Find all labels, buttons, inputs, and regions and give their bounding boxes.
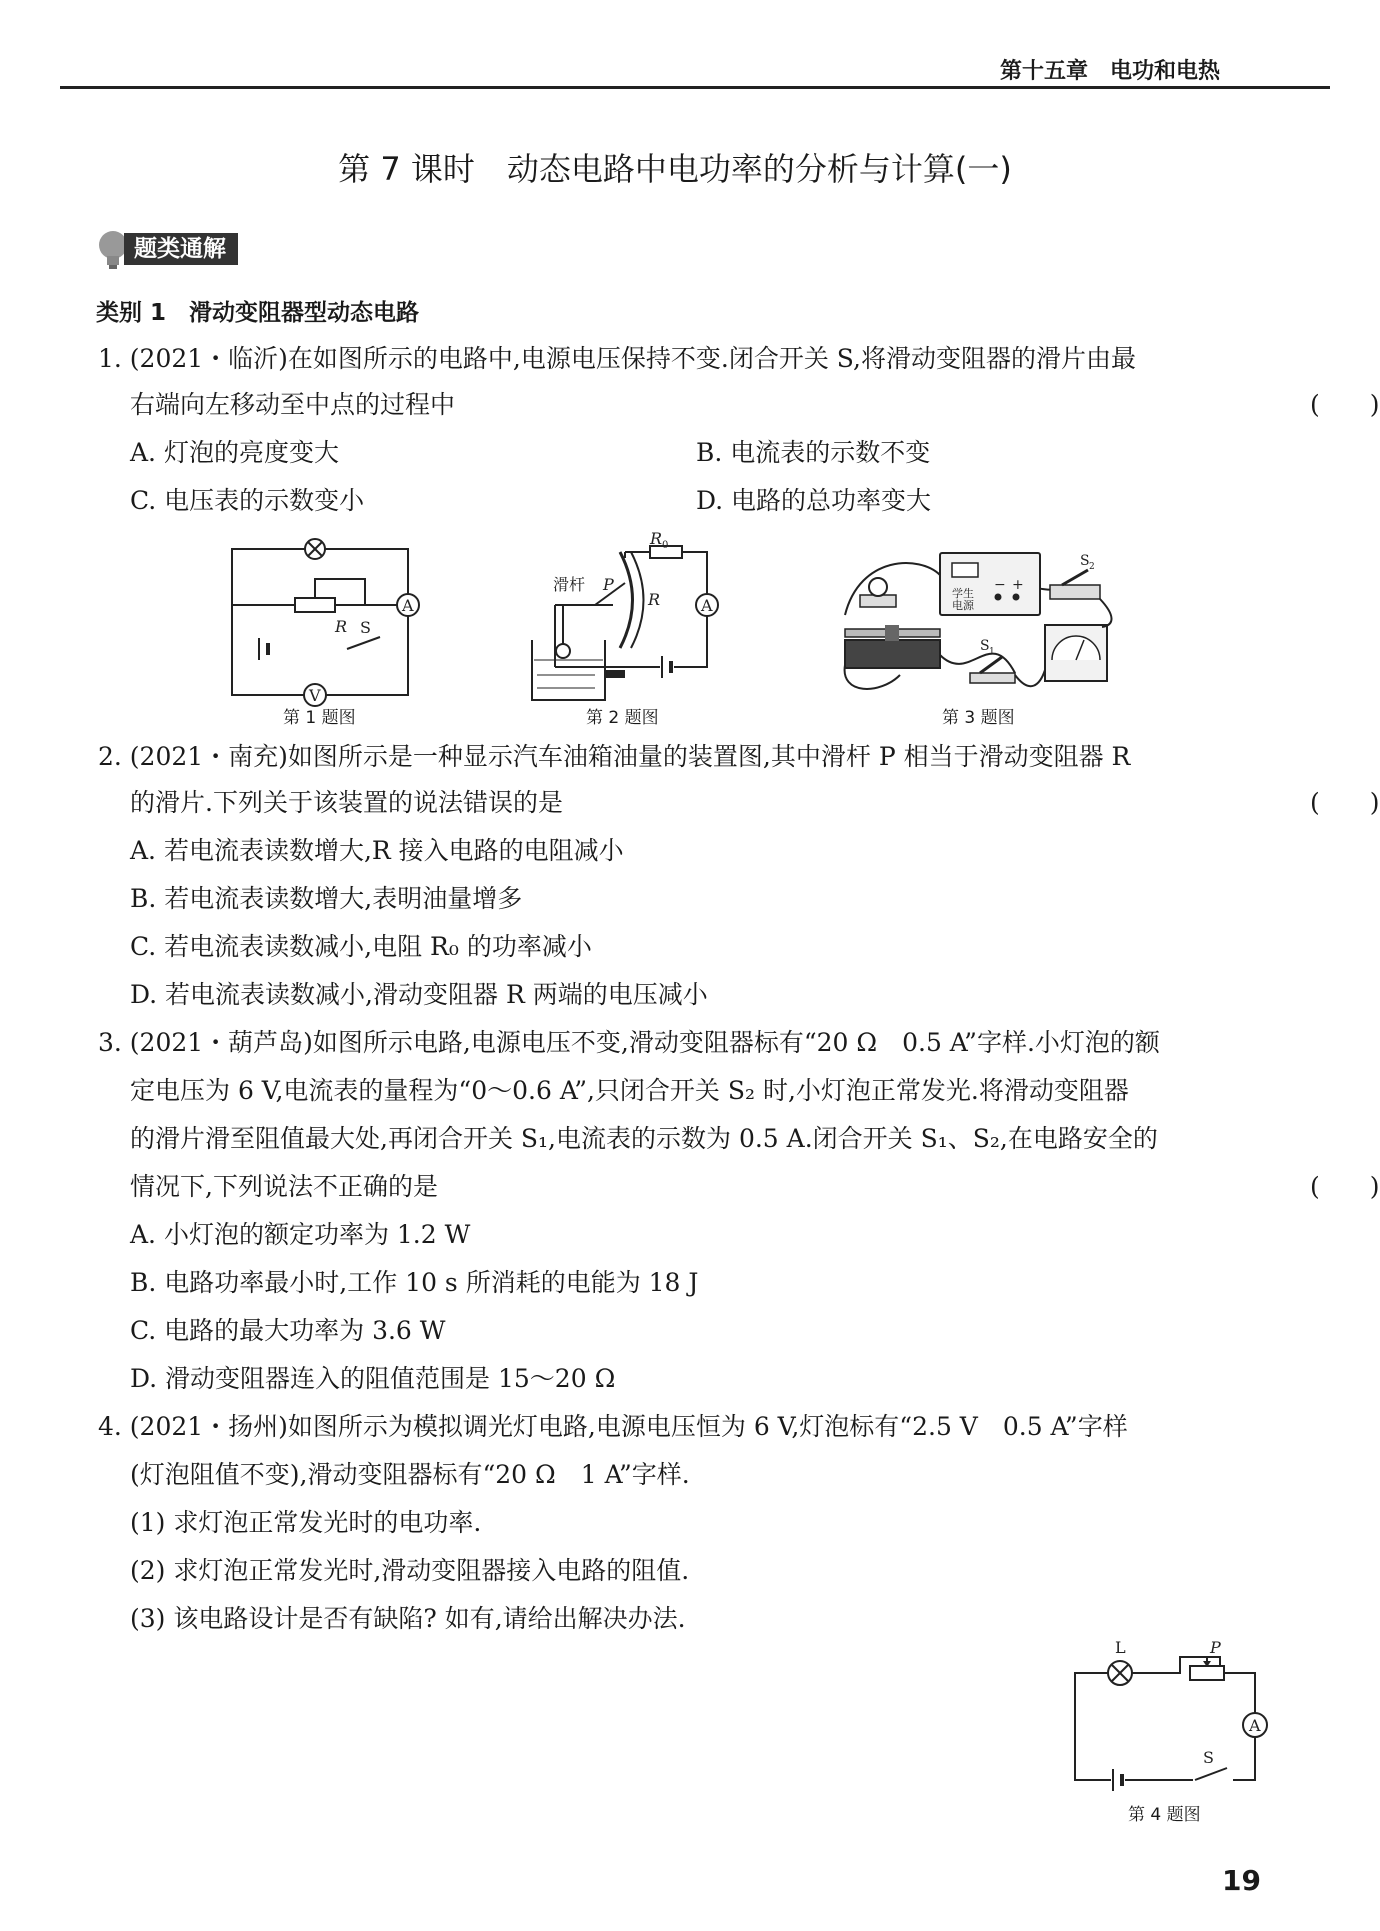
q3-text: 情况下,下列说法不正确的是 bbox=[130, 1172, 438, 1201]
q3-option-d: D. 滑动变阻器连入的阻值范围是 15～20 Ω bbox=[130, 1364, 616, 1393]
q3-line2: 定电压为 6 V,电流表的量程为“0～0.6 A”,只闭合开关 S₂ 时,小灯泡正常发光.将滑动变阻器 bbox=[130, 1076, 1129, 1105]
switch-s1 bbox=[970, 673, 1015, 683]
chapter-header bbox=[1000, 54, 1220, 85]
fig3-minus-label: − bbox=[994, 577, 1006, 593]
float-ball bbox=[556, 644, 570, 658]
q2-line2 bbox=[130, 788, 1380, 818]
switch-s2 bbox=[1050, 585, 1100, 599]
fig3-plus-label: + bbox=[1012, 577, 1024, 593]
figure-3-apparatus bbox=[840, 545, 1120, 700]
q1-text: 右端向左移动至中点的过程中 bbox=[130, 390, 456, 419]
fig2-r0-subscript: 0 bbox=[662, 540, 669, 551]
rheostat bbox=[845, 640, 940, 668]
q3-line1: 3. (2021・葫芦岛)如图所示电路,电源电压不变,滑动变阻器标有“20 Ω 0.5 A”字样.小灯泡的额 bbox=[98, 1028, 1160, 1057]
category-heading: 类别 1 滑动变阻器型动态电路 bbox=[96, 300, 420, 326]
q4-sub3: (3) 该电路设计是否有缺陷? 如有,请给出解决办法. bbox=[130, 1604, 686, 1633]
q1-option-d: D. 电路的总功率变大 bbox=[696, 486, 932, 515]
arc-resistor-symbol bbox=[620, 552, 633, 648]
lamp-bulb bbox=[869, 578, 887, 596]
fig2-lever-label: 滑杆 bbox=[553, 575, 586, 594]
figure-1-circuit bbox=[215, 535, 425, 710]
figure-2-caption: 第 2 题图 bbox=[586, 708, 659, 728]
q2-option-a: A. 若电流表读数增大,R 接入电路的电阻减小 bbox=[130, 836, 624, 865]
q2-answer-paren: ( ) bbox=[1310, 788, 1380, 817]
rheostat-symbol bbox=[1190, 1666, 1224, 1680]
chapter-title: 电功和电热 bbox=[1110, 59, 1221, 84]
fig2-p-label: P bbox=[603, 575, 614, 594]
fig4-lamp-label: L bbox=[1115, 1638, 1126, 1657]
q3-line4 bbox=[130, 1172, 1380, 1202]
fig3-s2-label: S bbox=[1080, 553, 1090, 569]
fig3-power-label: 学生 bbox=[952, 587, 974, 600]
q1-option-c: C. 电压表的示数变小 bbox=[130, 486, 365, 515]
lesson-title: 第 7 课时 动态电路中电功率的分析与计算(一) bbox=[338, 150, 1012, 188]
figure-4-caption: 第 4 题图 bbox=[1128, 1805, 1201, 1825]
q1-line2 bbox=[130, 390, 1380, 420]
chapter-number: 第十五章 bbox=[1000, 59, 1089, 84]
fig1-switch-label: S bbox=[360, 618, 371, 637]
fig1-voltmeter-label: V bbox=[309, 686, 321, 705]
q3-option-a: A. 小灯泡的额定功率为 1.2 W bbox=[130, 1220, 471, 1249]
fig3-power-label2: 电源 bbox=[952, 599, 974, 612]
rheostat-symbol bbox=[295, 598, 335, 612]
q4-line1: 4. (2021・扬州)如图所示为模拟调光灯电路,电源电压恒为 6 V,灯泡标有“2.5 V 0.5 A”字样 bbox=[98, 1412, 1128, 1441]
q4-line2: (灯泡阻值不变),滑动变阻器标有“20 Ω 1 A”字样. bbox=[130, 1460, 690, 1489]
q2-option-d: D. 若电流表读数减小,滑动变阻器 R 两端的电压减小 bbox=[130, 980, 708, 1009]
q2-option-b: B. 若电流表读数增大,表明油量增多 bbox=[130, 884, 523, 913]
section-badge-label: 题类通解 bbox=[124, 233, 238, 265]
fig3-s2-subscript: 2 bbox=[1089, 562, 1095, 572]
figure-1-caption: 第 1 题图 bbox=[283, 708, 356, 728]
header-rule bbox=[60, 86, 1330, 89]
fig4-ammeter-label: A bbox=[1249, 1716, 1261, 1735]
q1-option-a: A. 灯泡的亮度变大 bbox=[130, 438, 339, 467]
q4-sub2: (2) 求灯泡正常发光时,滑动变阻器接入电路的阻值. bbox=[130, 1556, 690, 1585]
q1-option-b: B. 电流表的示数不变 bbox=[696, 438, 931, 467]
figure-2-fuel-gauge bbox=[525, 530, 740, 705]
q2-text: 的滑片.下列关于该装置的说法错误的是 bbox=[130, 788, 563, 817]
q3-answer-paren: ( ) bbox=[1310, 1172, 1380, 1201]
q2-line1: 2. (2021・南充)如图所示是一种显示汽车油箱油量的装置图,其中滑杆 P 相当于滑动变阻器 R bbox=[98, 742, 1131, 771]
page-number: 19 bbox=[1222, 1864, 1261, 1897]
fig1-resistor-label: R bbox=[335, 617, 348, 636]
fig2-r-label: R bbox=[648, 590, 661, 609]
fig4-p-label: P bbox=[1210, 1638, 1221, 1657]
q3-option-b: B. 电路功率最小时,工作 10 s 所消耗的电能为 18 J bbox=[130, 1268, 699, 1297]
q3-line3: 的滑片滑至阻值最大处,再闭合开关 S₁,电流表的示数为 0.5 A.闭合开关 S₁、S₂,在电路安全的 bbox=[130, 1124, 1158, 1153]
q3-option-c: C. 电路的最大功率为 3.6 W bbox=[130, 1316, 446, 1345]
q1-answer-paren: ( ) bbox=[1310, 390, 1380, 419]
q4-sub1: (1) 求灯泡正常发光时的电功率. bbox=[130, 1508, 482, 1537]
fig1-ammeter-label: A bbox=[402, 596, 414, 615]
fig4-switch-label: S bbox=[1203, 1748, 1214, 1767]
q2-option-c: C. 若电流表读数减小,电阻 R₀ 的功率减小 bbox=[130, 932, 592, 961]
fig3-s1-label: S bbox=[980, 638, 990, 654]
figure-4-circuit bbox=[1065, 1635, 1290, 1800]
fig3-s1-subscript: 1 bbox=[989, 647, 995, 657]
q1-line1: 1. (2021・临沂)在如图所示的电路中,电源电压保持不变.闭合开关 S,将滑动变阻器的滑片由最 bbox=[98, 344, 1136, 373]
fig2-ammeter-label: A bbox=[701, 596, 713, 615]
figure-3-caption: 第 3 题图 bbox=[942, 708, 1015, 728]
fig2-r0-label: R bbox=[650, 529, 663, 548]
